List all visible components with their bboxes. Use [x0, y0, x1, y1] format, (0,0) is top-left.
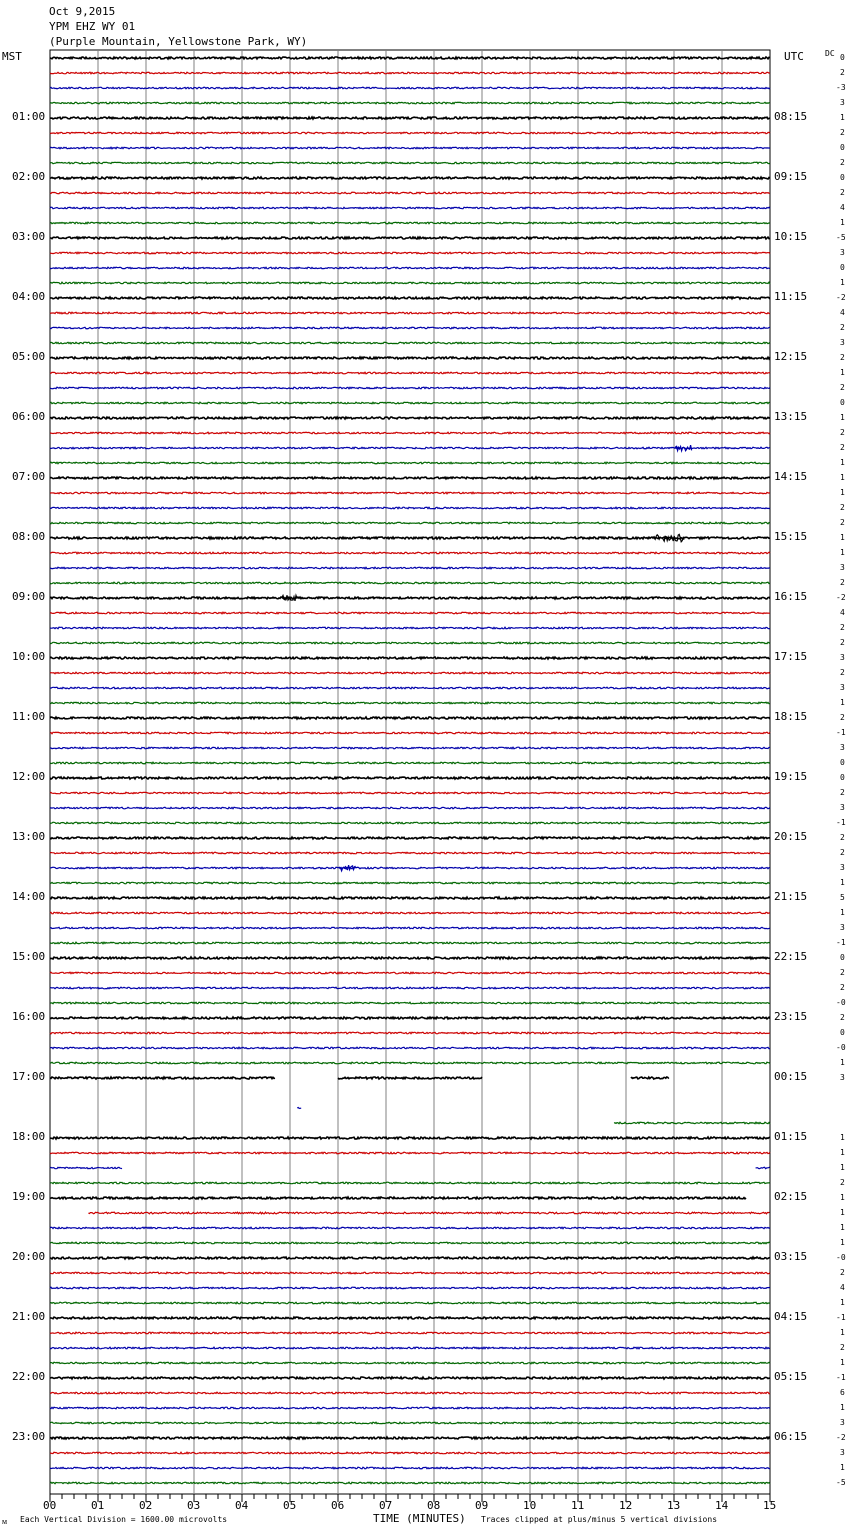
trace-row-83	[50, 1302, 770, 1304]
trace-row-24	[50, 417, 770, 419]
dc-offset-value: -0	[836, 1043, 846, 1052]
dc-offset-value: 3	[840, 248, 845, 257]
mst-hour-label: 08:00	[12, 530, 46, 543]
trace-row-18	[50, 327, 770, 329]
dc-offset-value: 2	[840, 668, 845, 677]
trace-row-68	[338, 1077, 482, 1079]
utc-hour-label: 15:15	[774, 530, 808, 543]
mst-hour-label: 18:00	[12, 1130, 46, 1143]
trace-row-42	[50, 687, 770, 689]
dc-offset-value: 3	[840, 653, 845, 662]
dc-offset-value: 2	[840, 848, 845, 857]
trace-row-61	[50, 972, 770, 974]
trace-row-15	[50, 282, 770, 284]
dc-offset-value: 1	[840, 533, 845, 542]
dc-offset-value: 0	[840, 758, 845, 767]
x-tick-label: 13	[667, 1499, 681, 1512]
dc-offset-value: 2	[840, 833, 845, 842]
trace-row-28	[50, 477, 770, 479]
dc-offset-value: 2	[840, 443, 845, 452]
dc-offset-value: 4	[840, 203, 845, 212]
trace-row-37	[50, 612, 770, 614]
mst-hour-label: 01:00	[12, 110, 46, 123]
dc-offset-value: 2	[840, 353, 845, 362]
dc-offset-value: 5	[840, 893, 845, 902]
trace-row-59	[50, 942, 770, 944]
dc-offset-value: 1	[840, 1148, 845, 1157]
dc-offset-value: 0	[840, 773, 845, 782]
trace-row-54	[50, 867, 770, 869]
dc-offset-value: 1	[840, 473, 845, 482]
dc-offset-value: 1	[840, 1223, 845, 1232]
dc-offset-value: 1	[840, 908, 845, 917]
trace-row-49	[50, 792, 770, 794]
left-timezone-label: MST	[2, 50, 22, 63]
x-tick-label: 06	[331, 1499, 345, 1512]
dc-offset-value: 0	[840, 53, 845, 62]
dc-offset-value: 1	[840, 1163, 845, 1172]
trace-row-60	[50, 957, 770, 959]
dc-offset-value: 3	[840, 683, 845, 692]
trace-row-66	[50, 1047, 770, 1049]
trace-row-39	[50, 642, 770, 644]
trace-row-74	[50, 1167, 122, 1169]
dc-offset-value: 4	[840, 1283, 845, 1292]
trace-row-68	[631, 1077, 669, 1079]
x-tick-label: 04	[235, 1499, 249, 1512]
trace-row-80	[50, 1257, 770, 1259]
mst-hour-label: 17:00	[12, 1070, 46, 1083]
dc-offset-value: 3	[840, 1418, 845, 1427]
trace-row-5	[50, 132, 770, 134]
dc-offset-value: -1	[836, 1373, 846, 1382]
mst-hour-label: 19:00	[12, 1190, 46, 1203]
utc-hour-label: 03:15	[774, 1250, 808, 1263]
x-tick-label: 02	[139, 1499, 153, 1512]
mst-hour-label: 02:00	[12, 170, 46, 183]
trace-row-73	[50, 1152, 770, 1154]
trace-row-10	[50, 207, 770, 209]
trace-row-65	[50, 1032, 770, 1034]
trace-row-31	[50, 522, 770, 524]
utc-hour-label: 08:15	[774, 110, 808, 123]
x-tick-label: 10	[523, 1499, 537, 1512]
dc-offset-value: 2	[840, 1343, 845, 1352]
x-tick-label: 01	[91, 1499, 105, 1512]
dc-offset-value: -1	[836, 1313, 846, 1322]
dc-offset-value: 0	[840, 263, 845, 272]
mst-hour-label: 22:00	[12, 1370, 46, 1383]
trace-row-78	[50, 1227, 770, 1229]
utc-hour-label: 04:15	[774, 1310, 808, 1323]
plot-frame	[50, 50, 770, 1494]
trace-row-82	[50, 1287, 770, 1289]
utc-hour-label: 11:15	[774, 290, 808, 303]
x-tick-label: 15	[763, 1499, 777, 1512]
mst-hour-label: 04:00	[12, 290, 46, 303]
scale-note: Each Vertical Division = 1600.00 microvolts	[20, 1515, 228, 1524]
mst-hour-label: 13:00	[12, 830, 46, 843]
dc-offset-value: 2	[840, 983, 845, 992]
trace-row-13	[50, 252, 770, 254]
dc-offset-value: 1	[840, 1193, 845, 1202]
dc-offset-value: -2	[836, 593, 846, 602]
dc-offset-value: 2	[840, 1268, 845, 1277]
plot-date: Oct 9,2015	[49, 5, 116, 18]
trace-row-9	[50, 192, 770, 194]
mst-hour-label: 10:00	[12, 650, 46, 663]
trace-row-27	[50, 462, 770, 464]
mst-hour-label: 20:00	[12, 1250, 46, 1263]
dc-offset-value: 4	[840, 308, 845, 317]
trace-row-8	[50, 177, 770, 179]
trace-row-7	[50, 162, 770, 164]
dc-offset-value: 1	[840, 278, 845, 287]
utc-hour-label: 18:15	[774, 710, 808, 723]
trace-row-58	[50, 927, 770, 929]
trace-row-12	[50, 237, 770, 239]
trace-row-55	[50, 882, 770, 884]
trace-row-68	[50, 1077, 275, 1079]
dc-offset-value: 3	[840, 338, 845, 347]
corner-mark: ᴍ	[2, 1517, 8, 1526]
trace-row-2	[50, 87, 770, 89]
dc-offset-value: 3	[840, 863, 845, 872]
trace-row-52	[50, 837, 770, 839]
clip-note: Traces clipped at plus/minus 5 vertical divisions	[481, 1515, 718, 1524]
dc-offset-value: 1	[840, 488, 845, 497]
trace-row-81	[50, 1272, 770, 1274]
trace-row-89	[50, 1392, 770, 1394]
trace-row-23	[50, 402, 770, 404]
trace-row-56	[50, 897, 770, 899]
dc-offset-value: 1	[840, 413, 845, 422]
dc-offset-value: 0	[840, 143, 845, 152]
utc-hour-label: 01:15	[774, 1130, 808, 1143]
x-tick-label: 14	[715, 1499, 729, 1512]
trace-row-87	[50, 1362, 770, 1364]
station-code: YPM EHZ WY 01	[49, 20, 136, 33]
trace-row-93	[50, 1452, 770, 1454]
mst-hour-label: 06:00	[12, 410, 46, 423]
trace-row-91	[50, 1422, 770, 1424]
trace-row-30	[50, 507, 770, 509]
dc-offset-value: 2	[840, 428, 845, 437]
dc-offset-value: 0	[840, 1028, 845, 1037]
utc-hour-label: 22:15	[774, 950, 808, 963]
trace-row-40	[50, 657, 770, 659]
dc-offset-value: -1	[836, 938, 846, 947]
x-tick-label: 05	[283, 1499, 297, 1512]
trace-row-79	[50, 1242, 770, 1244]
utc-hour-label: 12:15	[774, 350, 808, 363]
dc-offset-value: -2	[836, 293, 846, 302]
dc-offset-value: 3	[840, 98, 845, 107]
trace-row-36	[50, 597, 770, 599]
trace-row-51	[50, 822, 770, 824]
dc-offset-value: 2	[840, 503, 845, 512]
dc-offset-value: 1	[840, 1133, 845, 1142]
dc-offset-value: -2	[836, 1433, 846, 1442]
dc-offset-value: 1	[840, 878, 845, 887]
trace-row-62	[50, 987, 770, 989]
mst-hour-label: 11:00	[12, 710, 46, 723]
utc-hour-label: 23:15	[774, 1010, 808, 1023]
trace-row-72	[50, 1137, 770, 1139]
trace-row-26	[50, 447, 770, 449]
trace-row-38	[50, 627, 770, 629]
dc-offset-value: 2	[840, 968, 845, 977]
utc-hour-label: 05:15	[774, 1370, 808, 1383]
trace-row-44	[50, 717, 770, 719]
dc-offset-value: -1	[836, 818, 846, 827]
utc-hour-label: 16:15	[774, 590, 808, 603]
dc-offset-value: 0	[840, 398, 845, 407]
trace-row-67	[50, 1062, 770, 1064]
dc-offset-value: 2	[840, 158, 845, 167]
trace-row-76	[50, 1197, 746, 1199]
dc-offset-value: -5	[836, 233, 846, 242]
trace-row-11	[50, 222, 770, 224]
trace-row-25	[50, 432, 770, 434]
utc-hour-label: 00:15	[774, 1070, 808, 1083]
trace-row-84	[50, 1317, 770, 1319]
mst-hour-label: 14:00	[12, 890, 46, 903]
dc-offset-value: 1	[840, 1463, 845, 1472]
utc-hour-label: 09:15	[774, 170, 808, 183]
mst-hour-label: 15:00	[12, 950, 46, 963]
dc-offset-value: -1	[836, 728, 846, 737]
dc-offset-value: 2	[840, 128, 845, 137]
dc-offset-value: 1	[840, 458, 845, 467]
dc-offset-value: 1	[840, 548, 845, 557]
x-tick-label: 03	[187, 1499, 201, 1512]
trace-row-6	[50, 147, 770, 149]
dc-offset-value: 0	[840, 173, 845, 182]
dc-offset-value: 2	[840, 383, 845, 392]
dc-offset-value: 1	[840, 698, 845, 707]
x-tick-label: 08	[427, 1499, 441, 1512]
trace-row-90	[50, 1407, 770, 1409]
x-tick-label: 11	[571, 1499, 585, 1512]
trace-row-53	[50, 852, 770, 854]
mst-hour-label: 12:00	[12, 770, 46, 783]
trace-row-85	[50, 1332, 770, 1334]
trace-row-0	[50, 57, 770, 59]
trace-row-75	[50, 1182, 770, 1184]
dc-offset-value: 2	[840, 1013, 845, 1022]
trace-row-57	[50, 912, 770, 914]
trace-row-34	[50, 567, 770, 569]
station-location: (Purple Mountain, Yellowstone Park, WY)	[49, 35, 308, 48]
trace-row-19	[50, 342, 770, 344]
utc-hour-label: 19:15	[774, 770, 808, 783]
trace-row-46	[50, 747, 770, 749]
dc-offset-value: 2	[840, 578, 845, 587]
trace-row-86	[50, 1347, 770, 1349]
trace-row-92	[50, 1437, 770, 1439]
mst-hour-label: 03:00	[12, 230, 46, 243]
dc-offset-header: DC	[825, 49, 835, 58]
dc-offset-value: 2	[840, 788, 845, 797]
trace-row-48	[50, 777, 770, 779]
utc-hour-label: 02:15	[774, 1190, 808, 1203]
dc-offset-value: 2	[840, 713, 845, 722]
trace-row-1	[50, 72, 770, 74]
dc-offset-value: 2	[840, 323, 845, 332]
trace-row-16	[50, 297, 770, 299]
trace-row-41	[50, 672, 770, 674]
trace-row-22	[50, 387, 770, 389]
dc-offset-value: 1	[840, 1208, 845, 1217]
utc-hour-label: 21:15	[774, 890, 808, 903]
trace-row-43	[50, 702, 770, 704]
trace-row-95	[50, 1482, 770, 1484]
dc-offset-value: 2	[840, 518, 845, 527]
trace-row-35	[50, 582, 770, 584]
dc-offset-value: -5	[836, 1478, 846, 1487]
trace-row-45	[50, 732, 770, 734]
mst-hour-label: 16:00	[12, 1010, 46, 1023]
dc-offset-value: 2	[840, 1178, 845, 1187]
dc-offset-value: 2	[840, 638, 845, 647]
trace-row-64	[50, 1017, 770, 1019]
dc-offset-value: 4	[840, 608, 845, 617]
mst-hour-label: 21:00	[12, 1310, 46, 1323]
dc-offset-value: 3	[840, 1448, 845, 1457]
dc-offset-value: -0	[836, 998, 846, 1007]
dc-offset-value: -0	[836, 1253, 846, 1262]
dc-offset-value: 1	[840, 218, 845, 227]
dc-offset-value: 6	[840, 1388, 845, 1397]
x-tick-label: 12	[619, 1499, 633, 1512]
dc-offset-value: 2	[840, 68, 845, 77]
dc-offset-value: 1	[840, 113, 845, 122]
trace-row-29	[50, 492, 770, 494]
trace-row-17	[50, 312, 770, 314]
trace-row-21	[50, 372, 770, 374]
dc-offset-value: 0	[840, 953, 845, 962]
dc-offset-value: 1	[840, 1238, 845, 1247]
trace-row-74	[756, 1167, 770, 1169]
x-axis-label: TIME (MINUTES)	[373, 1512, 466, 1525]
utc-hour-label: 13:15	[774, 410, 808, 423]
trace-row-70	[297, 1108, 301, 1109]
trace-row-63	[50, 1002, 770, 1004]
trace-row-33	[50, 552, 770, 554]
trace-row-3	[50, 102, 770, 104]
trace-row-94	[50, 1467, 770, 1469]
mst-hour-label: 05:00	[12, 350, 46, 363]
trace-row-71	[614, 1122, 770, 1124]
dc-offset-value: 3	[840, 563, 845, 572]
x-tick-label: 00	[43, 1499, 57, 1512]
utc-hour-label: 20:15	[774, 830, 808, 843]
trace-row-20	[50, 357, 770, 359]
mst-hour-label: 23:00	[12, 1430, 46, 1443]
dc-offset-value: 2	[840, 188, 845, 197]
trace-row-14	[50, 267, 770, 269]
trace-row-50	[50, 807, 770, 809]
trace-row-77	[88, 1212, 769, 1214]
mst-hour-label: 07:00	[12, 470, 46, 483]
dc-offset-value: 1	[840, 1403, 845, 1412]
mst-hour-label: 09:00	[12, 590, 46, 603]
trace-row-4	[50, 117, 770, 119]
utc-hour-label: 10:15	[774, 230, 808, 243]
dc-offset-value: 2	[840, 623, 845, 632]
trace-row-47	[50, 762, 770, 764]
utc-hour-label: 17:15	[774, 650, 808, 663]
x-tick-label: 09	[475, 1499, 489, 1512]
dc-offset-value: 3	[840, 803, 845, 812]
dc-offset-value: 1	[840, 368, 845, 377]
utc-hour-label: 14:15	[774, 470, 808, 483]
dc-offset-value: 3	[840, 1073, 845, 1082]
dc-offset-value: 1	[840, 1358, 845, 1367]
dc-offset-value: 3	[840, 743, 845, 752]
dc-offset-value: 1	[840, 1328, 845, 1337]
utc-hour-label: 06:15	[774, 1430, 808, 1443]
dc-offset-value: 1	[840, 1058, 845, 1067]
dc-offset-value: 1	[840, 1298, 845, 1307]
dc-offset-value: -3	[836, 83, 846, 92]
dc-offset-value: 3	[840, 923, 845, 932]
x-tick-label: 07	[379, 1499, 393, 1512]
right-timezone-label: UTC	[784, 50, 804, 63]
trace-row-88	[50, 1377, 770, 1379]
